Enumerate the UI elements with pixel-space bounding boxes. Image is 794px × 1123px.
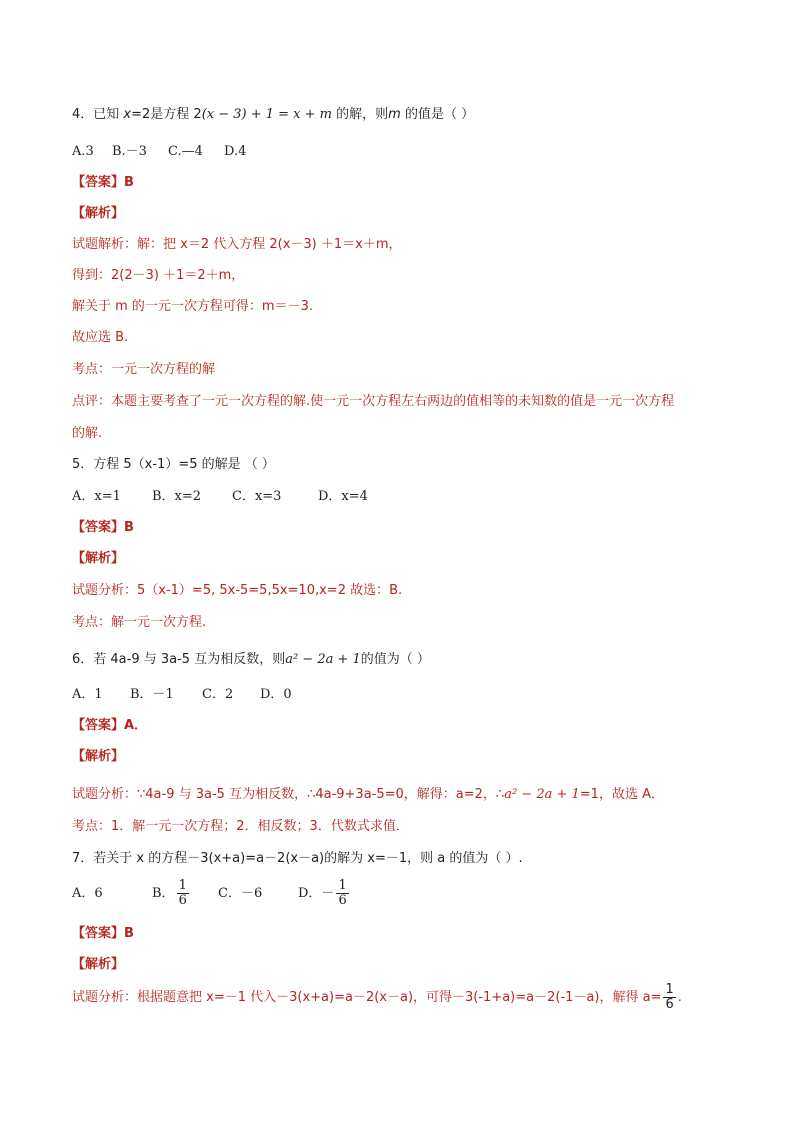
q5-option-b: B．x=2 [152,489,202,504]
q6-option-a: A．1 [72,687,103,702]
q6-option-c: C．2 [202,687,234,702]
q7-analysis-line-1: 试题分析：根据题意把 x=－1 代入－3(x+a)=a－2(x－a)，可得－3(-1+a)=a－2(-1－a)，解得 a= $\frac{1}{6}$ . [72,982,682,1012]
q6-kaodian: 考点：1．解一元一次方程；2．相反数；3．代数式求值． [72,819,409,834]
q5-kaodian: 考点：解一元一次方程. [72,615,207,630]
q6-expression: a² − 2a + 1 [285,652,361,667]
q7-answer: 【答案】B [72,926,134,941]
q5-answer: 【答案】B [72,520,134,535]
q5-option-d: D．x=4 [318,489,368,504]
q4-option-d: D.4 [224,144,247,159]
q6-analysis-label: 【解析】 [72,749,125,764]
q4-analysis-line-2: 得到：2(2－3) ＋1＝2＋m， [72,268,245,283]
q6-analysis-line-1: 试题分析：∵4a-9 与 3a-5 互为相反数，∴4a-9+3a-5=0，解得：a=2，∴a² − 2a + 1=1，故选 A． [72,787,664,802]
q4-analysis-line-4: 故应选 B. [72,330,129,345]
q4-pingyu-line-2: 的解. [72,426,103,441]
q4-option-b: B.－3 [112,144,147,159]
q5-options [72,488,368,506]
q7-option-b-fraction: $\frac{1}{6}$ [178,878,187,908]
q7-analysis-fraction: $\frac{1}{6}$ [665,982,674,1012]
q5-analysis-line-1: 试题分析：5（x-1）=5, 5x-5=5,5x=10,x=2 故选：B. [72,583,403,598]
q7-options [72,878,351,910]
q7-analysis-label: 【解析】 [72,957,125,972]
q7-option-d: D．－ $\frac{1}{6}$ [298,878,347,908]
q5-analysis-label: 【解析】 [72,551,125,566]
q6-option-b: B．－1 [130,687,174,702]
q4-analysis-line-3: 解关于 m 的一元一次方程可得：m＝－3. [72,299,313,314]
q4-kaodian: 考点：一元一次方程的解 [72,362,216,377]
q6-stem: 6．若 4a-9 与 3a-5 互为相反数，则a² − 2a + 1的值为（ ） [72,652,430,667]
q5-option-c: C．x=3 [232,489,282,504]
q6-answer: 【答案】A． [72,718,148,733]
q4-option-c: C.—4 [168,144,203,159]
q7-option-a: A．6 [72,886,103,901]
q4-answer: 【答案】B [72,175,134,190]
q7-option-b: B． $\frac{1}{6}$ [152,878,187,908]
q7-option-c: C．－6 [218,886,263,901]
q5-stem: 5．方程 5（x-1）=5 的解是 （ ） [72,457,275,472]
q6-option-d: D．0 [260,687,292,702]
q6-options [72,686,292,704]
q4-pingyu-line-1: 点评：本题主要考查了一元一次方程的解.使一元一次方程左右两边的值相等的未知数的值是一元一次方程 [72,394,675,409]
q4-analysis-label: 【解析】 [72,206,125,221]
q4-stem: 4．已知 x=2是方程 2(x − 3) + 1 = x + m 的解，则m 的值是（ ） [72,107,475,122]
q4-options [72,143,246,161]
q4-equation: (x − 3) + 1 = x + m [201,107,332,122]
q4-option-a: A.3 [72,144,94,159]
q4-analysis-line-1: 试题解析：解：把 x＝2 代入方程 2(x－3) ＋1＝x＋m， [72,237,402,252]
q5-option-a: A．x=1 [72,489,121,504]
q7-stem: 7．若关于 x 的方程－3(x+a)=a－2(x－a)的解为 x=－1，则 a 的值为（ ）. [72,851,523,866]
q7-option-d-fraction: $\frac{1}{6}$ [338,878,347,908]
